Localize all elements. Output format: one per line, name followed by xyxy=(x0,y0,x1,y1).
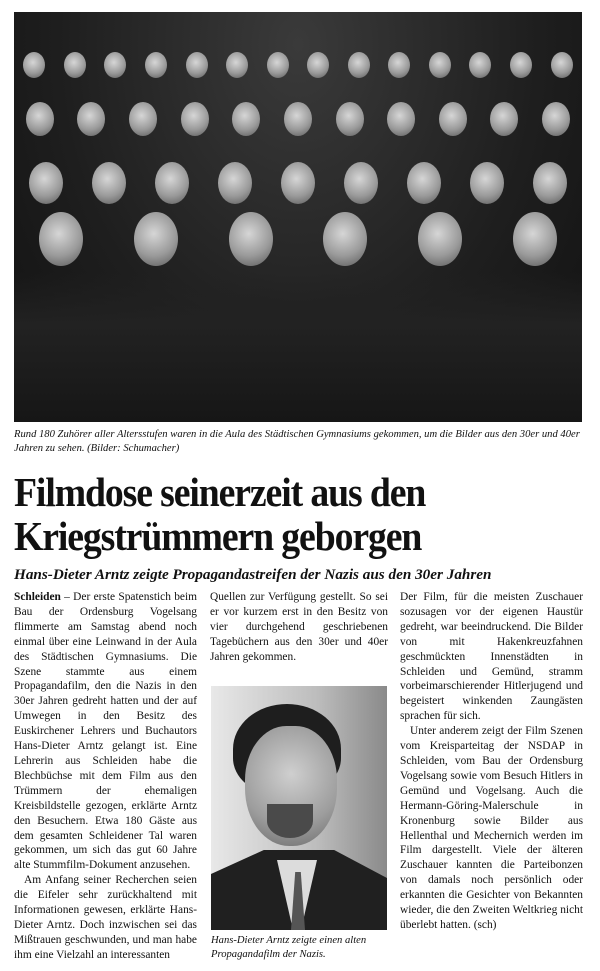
headline-line-2: Kriegstrümmern geborgen xyxy=(14,513,422,559)
column-2-paragraph-1: Quellen zur Verfügung gestellt. So sei er vor kurzem erst in den Besitz von vier durchgehend geschriebenen Tagebüchern aus den 30er und 40er Jahren gekommen. xyxy=(210,591,388,663)
portrait-photo-caption: Hans-Dieter Arntz zeigte einen alten Propagandafilm der Nazis. xyxy=(211,935,367,960)
audience-photo xyxy=(14,12,582,422)
article-column-3 xyxy=(400,590,583,933)
column-1-paragraph-1 xyxy=(14,590,197,873)
column-1-paragraph-2: Am Anfang seiner Recherchen seien die Eifeler sehr zurückhaltend mit Informationen gewesen, erklärte Hans-Dieter Arntz. Doch inzwischen sei das Mißtrauen geschwunden, und man habe ihm eine Vielzahl an interessanten xyxy=(14,874,197,961)
headline-line-1: Filmdose seinerzeit aus den xyxy=(14,469,426,515)
column-3-paragraph-1: Der Film, für die meisten Zuschauer sozusagen vor der eigenen Haustür gedreht, war beeindruckend. Die Bilder von mit Hakenkreuzfahnen geschmückten Innenstädten in Schleiden und Gemünd, stramm vorbeimarschierender Hitlerjugend und begeistert winkenden Zaungästen sprachen für sich. xyxy=(400,591,583,723)
article-headline xyxy=(14,470,548,558)
column-1-paragraph-1-text: – Der erste Spatenstich beim Bau der Ordensburg Vogelsang flimmerte am Samstag abend noch einmal über eine Leinwand in der Aula des Städtischen Gymnasiums. Die Szene stammte aus einem Propagandafilm, den die Nazis in den 30er Jahren gedreht hatten und der auf Umwegen in den Besitz des Euskirchener Lehrers und Buchautors Hans-Dieter Arntz gelangt ist. Eine Lehrerin aus Schleiden habe die Blechbüchse mit dem Film aus den Trümmern der ehemaligen Kreisbildstelle gezogen, erklärte Arntz den Besuchern. Etwa 180 Gäste aus dem gesamten Schleidener Tal waren gekommen, um sich das gut 60 Jahre alte Stummfilm-Dokument anzusehen. xyxy=(14,591,197,872)
portrait-photo xyxy=(211,686,387,930)
article-column-1 xyxy=(14,590,197,963)
audience-photo-caption: Rund 180 Zuhörer aller Altersstufen waren in die Aula des Städtischen Gymnasiums gekommen, um die Bilder aus den 30er und 40er Jahren zu sehen. (Bilder: Schumacher) xyxy=(14,429,580,454)
column-3-paragraph-2: Unter anderem zeigt der Film Szenen vom Kreisparteitag der NSDAP in Schleiden, vom Bau der Ordensburg Vogelsang sowie vom Besuch Hitlers in Gemünd und Vogelsang. Auch die Hermann-Göring-Malerschule in Kronenburg sowie Bilder aus Hellenthal und Mechernich werden im Film dargestellt. Viele der älteren Zuschauer kannten die Parteibonzen von damals noch persönlich oder erkannten die Gesichter von Bekannten wieder, die den Zweiten Weltkrieg nicht überlebt hatten. (sch) xyxy=(400,725,583,931)
article-column-2 xyxy=(210,590,388,665)
dateline: Schleiden xyxy=(14,591,61,603)
article-subheadline: Hans-Dieter Arntz zeigte Propagandastreifen der Nazis aus den 30er Jahren xyxy=(14,566,492,583)
